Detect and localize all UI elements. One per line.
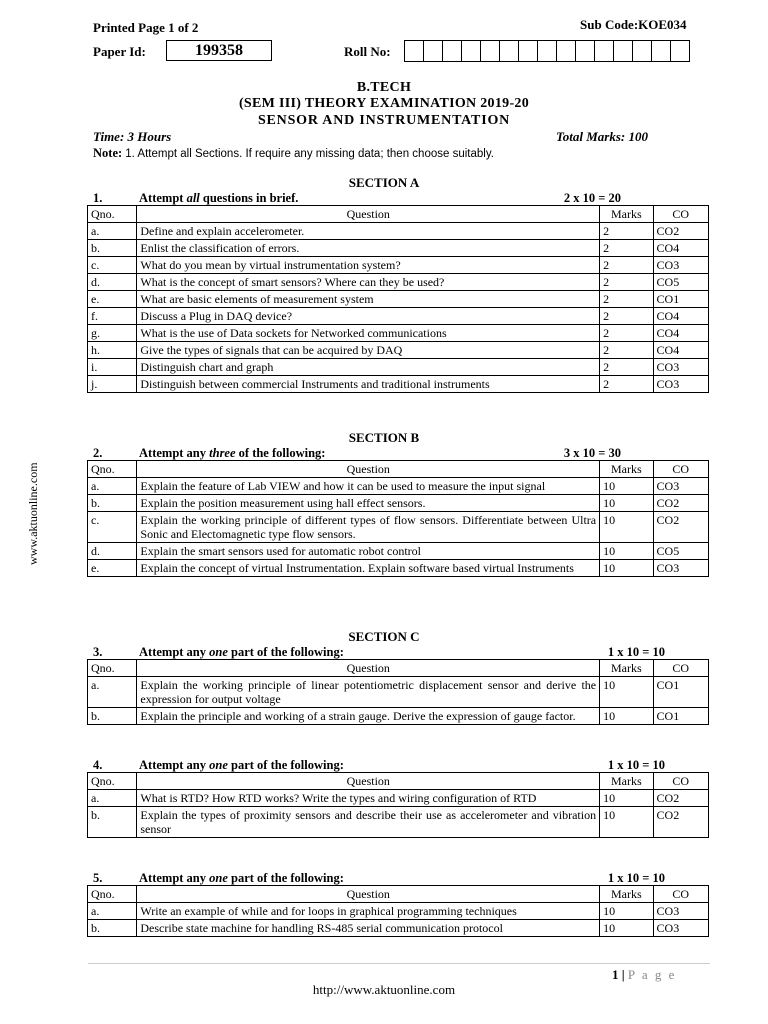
row-qno: d. [88,543,137,560]
co-header: CO [653,461,708,478]
q2-instruction: Attempt any three of the following: [139,446,326,460]
section-b-table [87,460,709,577]
row-marks: 2 [600,240,653,257]
roll-no-boxes [405,40,690,62]
row-question: Discuss a Plug in DAQ device? [137,308,600,325]
table-row [88,359,709,376]
co-header: CO [653,206,708,223]
row-qno: a. [88,903,137,920]
row-qno: c. [88,257,137,274]
row-qno: j. [88,376,137,393]
row-qno: a. [88,677,137,708]
table-row [88,708,709,725]
q4-number: 4. [93,758,103,772]
total-marks-label: Total Marks: 100 [556,129,648,144]
question-header: Question [137,206,600,223]
row-question: Explain the working principle of different types of flow sensors. Differentiate between Ultra Sonic and Electomagnetic type flow sensors. [137,512,600,543]
row-question: Explain the position measurement using hall effect sensors. [137,495,600,512]
q4-heading [93,758,705,773]
section-a-title: SECTION A [348,175,420,190]
row-marks: 10 [600,512,653,543]
row-question: What is the use of Data sockets for Networked communications [137,325,600,342]
row-marks: 2 [600,359,653,376]
q5-marks: 1 x 10 = 10 [607,871,665,885]
table-row [88,257,709,274]
page-number [612,967,676,983]
table-header-row [88,660,709,677]
row-marks: 2 [600,257,653,274]
q5-heading [93,871,705,886]
q1-heading [93,191,705,206]
table-row [88,543,709,560]
row-marks: 2 [600,223,653,240]
q5-table [87,885,709,937]
row-co: CO3 [653,560,708,577]
row-co: CO3 [653,903,708,920]
footer-divider [88,963,710,964]
co-header: CO [653,886,708,903]
marks-header: Marks [600,773,653,790]
row-question: What do you mean by virtual instrumentation system? [137,257,600,274]
table-row [88,495,709,512]
marks-header: Marks [600,886,653,903]
row-marks: 10 [600,790,653,807]
row-co: CO3 [653,478,708,495]
row-marks: 2 [600,291,653,308]
table-row [88,325,709,342]
q4-table [87,772,709,838]
q2-marks: 3 x 10 = 30 [563,446,621,460]
row-marks: 2 [600,376,653,393]
section-a-table [87,205,709,393]
roll-no-label: Roll No: [344,44,391,59]
row-marks: 10 [600,903,653,920]
table-row [88,223,709,240]
qno-header: Qno. [88,886,137,903]
table-row [88,478,709,495]
note-line [93,146,494,161]
row-qno: c. [88,512,137,543]
marks-header: Marks [600,660,653,677]
row-qno: a. [88,223,137,240]
marks-header: Marks [600,461,653,478]
q3-table [87,659,709,725]
row-qno: e. [88,560,137,577]
row-qno: g. [88,325,137,342]
qno-header: Qno. [88,773,137,790]
row-marks: 10 [600,920,653,937]
qno-header: Qno. [88,660,137,677]
page-word: P a g e [627,967,677,982]
row-question: Describe state machine for handling RS-485 serial communication protocol [137,920,600,937]
row-marks: 10 [600,495,653,512]
row-qno: a. [88,478,137,495]
note-label: Note: [93,146,123,160]
row-question: What is the concept of smart sensors? Where can they be used? [137,274,600,291]
note-text: 1. Attempt all Sections. If require any missing data; then choose suitably. [125,148,494,160]
section-c-title: SECTION C [348,629,420,644]
time-label: Time: 3 Hours [93,129,172,144]
row-qno: b. [88,708,137,725]
row-marks: 10 [600,708,653,725]
footer-url[interactable]: http://www.aktuonline.com [312,982,456,997]
question-header: Question [137,461,600,478]
side-watermark[interactable]: www.aktuonline.com [26,462,40,565]
qno-header: Qno. [88,206,137,223]
row-question: What are basic elements of measurement system [137,291,600,308]
row-qno: a. [88,790,137,807]
row-co: CO2 [653,512,708,543]
marks-header: Marks [600,206,653,223]
degree-title: B.TECH [356,80,412,95]
q5-number: 5. [93,871,103,885]
row-qno: f. [88,308,137,325]
row-co: CO5 [653,274,708,291]
table-row [88,376,709,393]
table-row [88,677,709,708]
row-question: Explain the smart sensors used for automatic robot control [137,543,600,560]
row-co: CO4 [653,308,708,325]
table-row [88,807,709,838]
row-co: CO3 [653,359,708,376]
table-header-row [88,461,709,478]
table-row [88,512,709,543]
row-qno: h. [88,342,137,359]
co-header: CO [653,660,708,677]
row-co: CO5 [653,543,708,560]
table-row [88,342,709,359]
row-co: CO2 [653,807,708,838]
q3-number: 3. [93,645,103,659]
question-header: Question [137,660,600,677]
row-co: CO1 [653,291,708,308]
row-question: What is RTD? How RTD works? Write the types and wiring configuration of RTD [137,790,600,807]
table-row [88,308,709,325]
row-qno: b. [88,807,137,838]
printed-page-label: Printed Page 1 of 2 [93,20,199,35]
question-header: Question [137,773,600,790]
row-co: CO3 [653,376,708,393]
row-co: CO1 [653,677,708,708]
q1-instruction: Attempt all questions in brief. [139,191,299,205]
q5-instruction: Attempt any one part of the following: [139,871,344,885]
sub-code: Sub Code:KOE034 [580,17,687,32]
row-marks: 10 [600,807,653,838]
row-qno: e. [88,291,137,308]
q2-number: 2. [93,446,103,460]
row-co: CO4 [653,325,708,342]
question-header: Question [137,886,600,903]
row-marks: 2 [600,274,653,291]
paper-id-box: 199358 [166,40,272,61]
qno-header: Qno. [88,461,137,478]
table-row [88,790,709,807]
row-co: CO4 [653,240,708,257]
row-marks: 10 [600,560,653,577]
row-marks: 2 [600,342,653,359]
q3-instruction: Attempt any one part of the following: [139,645,344,659]
row-marks: 10 [600,543,653,560]
co-header: CO [653,773,708,790]
q1-number: 1. [93,191,103,205]
section-b-title: SECTION B [348,430,420,445]
row-question: Explain the types of proximity sensors and describe their use as accelerometer and vibration sensor [137,807,600,838]
table-row [88,291,709,308]
row-question: Explain the working principle of linear potentiometric displacement sensor and derive the expression for output voltage [137,677,600,708]
exam-title: (SEM III) THEORY EXAMINATION 2019-20 [238,96,530,111]
paper-id-label: Paper Id: [93,44,146,59]
row-qno: d. [88,274,137,291]
q3-heading [93,645,705,660]
q4-instruction: Attempt any one part of the following: [139,758,344,772]
page-number-separator: | [621,967,625,982]
row-marks: 10 [600,478,653,495]
row-question: Give the types of signals that can be acquired by DAQ [137,342,600,359]
row-question: Distinguish chart and graph [137,359,600,376]
q2-heading [93,446,705,461]
q3-marks: 1 x 10 = 10 [607,645,665,659]
row-question: Explain the principle and working of a strain gauge. Derive the expression of gauge factor. [137,708,600,725]
row-marks: 2 [600,325,653,342]
row-co: CO4 [653,342,708,359]
row-marks: 10 [600,677,653,708]
table-row [88,274,709,291]
row-qno: b. [88,920,137,937]
row-co: CO2 [653,223,708,240]
row-question: Explain the concept of virtual Instrumentation. Explain software based virtual Instruments [137,560,600,577]
table-row [88,240,709,257]
subject-title: SENSOR AND INSTRUMENTATION [257,113,511,128]
q4-marks: 1 x 10 = 10 [607,758,665,772]
table-header-row [88,773,709,790]
table-row [88,560,709,577]
row-question: Distinguish between commercial Instruments and traditional instruments [137,376,600,393]
row-co: CO3 [653,257,708,274]
table-row [88,920,709,937]
row-question: Enlist the classification of errors. [137,240,600,257]
row-question: Write an example of while and for loops in graphical programming techniques [137,903,600,920]
table-row [88,903,709,920]
q1-marks: 2 x 10 = 20 [563,191,621,205]
row-question: Explain the feature of Lab VIEW and how it can be used to measure the input signal [137,478,600,495]
row-question: Define and explain accelerometer. [137,223,600,240]
row-marks: 2 [600,308,653,325]
row-co: CO2 [653,790,708,807]
table-header-row [88,886,709,903]
row-qno: i. [88,359,137,376]
page-number-value: 1 [612,967,619,982]
row-co: CO1 [653,708,708,725]
row-co: CO3 [653,920,708,937]
row-co: CO2 [653,495,708,512]
row-qno: b. [88,495,137,512]
row-qno: b. [88,240,137,257]
table-header-row [88,206,709,223]
